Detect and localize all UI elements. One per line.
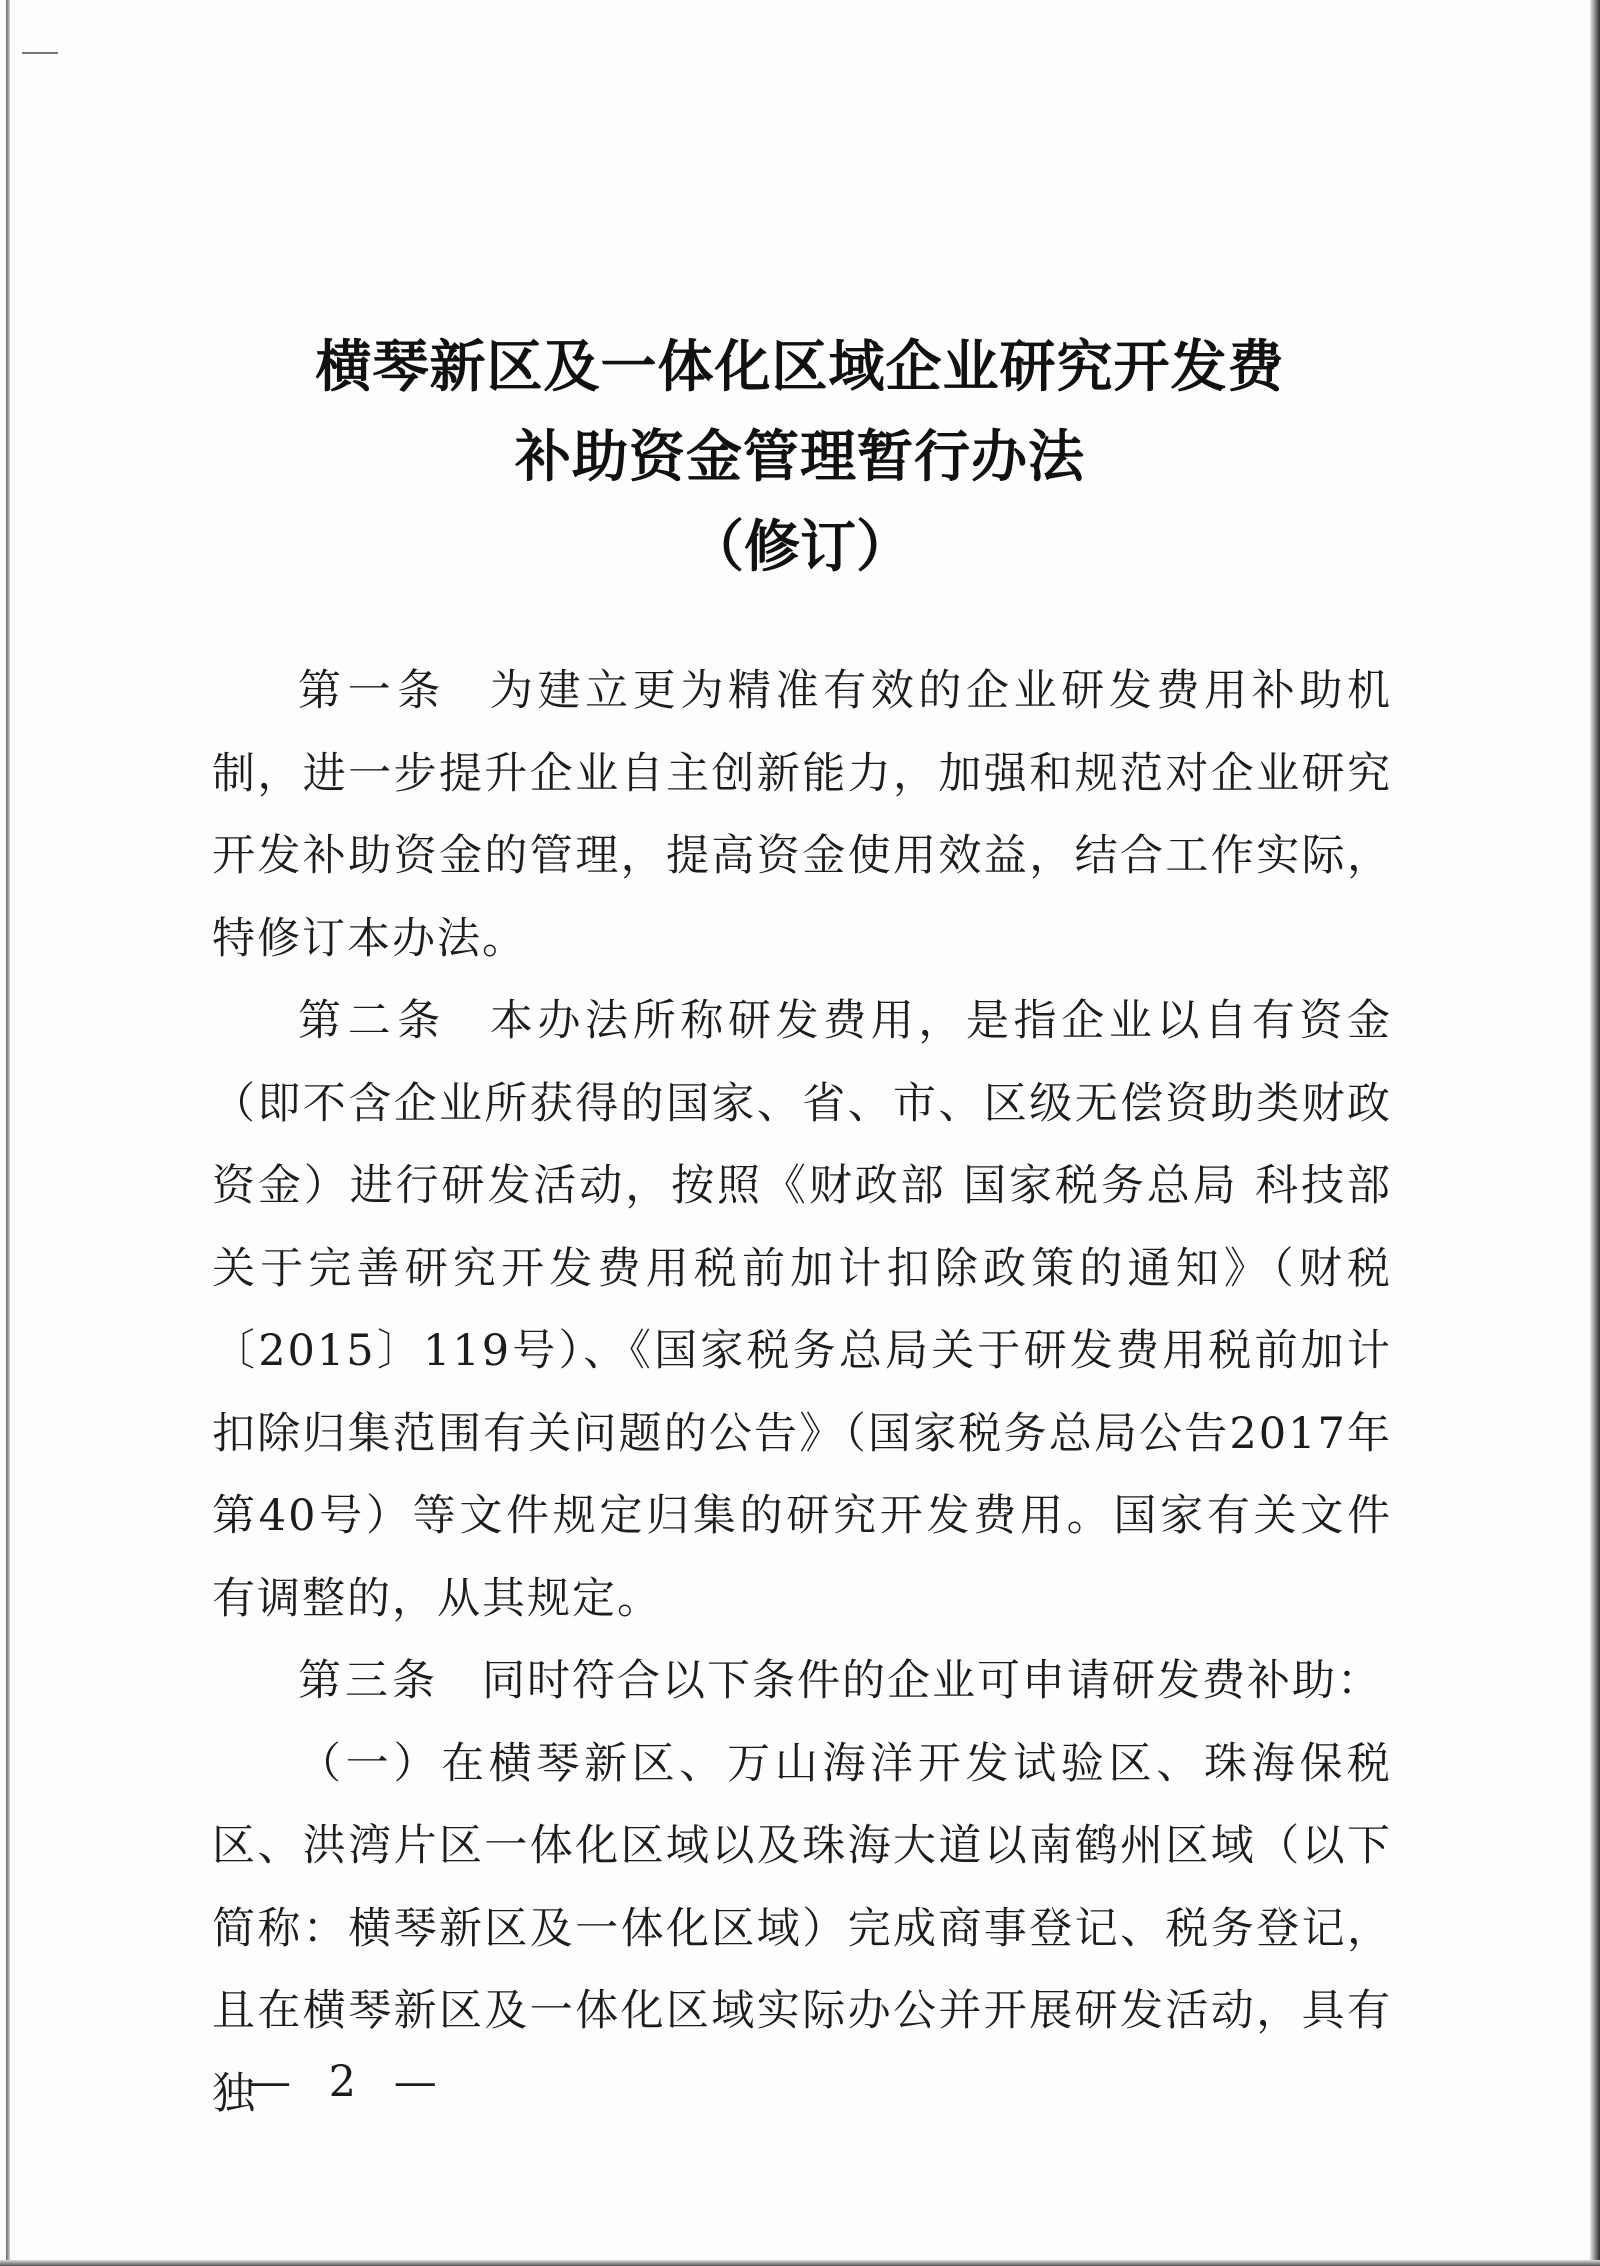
title-line-2: 补助资金管理暂行办法 [515, 424, 1085, 490]
article-1 [212, 650, 1392, 980]
scan-edge-bottom [0, 2260, 1600, 2266]
article-text: 本办法所称研发费用，是指企业以自有资金（即不含企业所获得的国家、省、市、区级无偿资助类财政资金）进行研发活动，按照《财政部 国家税务总局 科技部关于完善研究开发费用税前加计扣除政策的通知》（财税〔2015〕119号）、《国家税务总局关于研发费用税前加计扣除归集范围有关问题的公告》（国家税务总局公告2017年第40号）等文件规定归集的研究开发费用。国家有关文件有调整的，从其规定。 [212, 996, 1393, 1624]
article-text: 同时符合以下条件的企业可申请研发费补助： [482, 1656, 1382, 1706]
article-label: 第三条 [298, 1656, 439, 1706]
page-number: — 2 — [248, 2057, 449, 2107]
document-body [212, 650, 1392, 2135]
article-label: 第二条 [298, 996, 447, 1046]
article-2 [212, 980, 1392, 1640]
title-line-1: 横琴新区及一体化区域企业研究开发费 [315, 334, 1285, 400]
article-3 [212, 1640, 1392, 1723]
title-line-3: （修订） [688, 514, 912, 580]
scan-mark [22, 52, 58, 54]
document-title [0, 322, 1600, 592]
article-text: 为建立更为精准有效的企业研发费用补助机制，进一步提升企业自主创新能力，加强和规范对企业研究开发补助资金的管理，提高资金使用效益，结合工作实际，特修订本办法。 [212, 666, 1393, 964]
article-3-item-1: （一）在横琴新区、万山海洋开发试验区、珠海保税区、洪湾片区一体化区域以及珠海大道以南鹤州区域（以下简称：横琴新区及一体化区域）完成商事登记、税务登记，且在横琴新区及一体化区域实际办公并开展研发活动，具有独 [212, 1738, 1392, 2119]
article-label: 第一条 [298, 666, 447, 716]
